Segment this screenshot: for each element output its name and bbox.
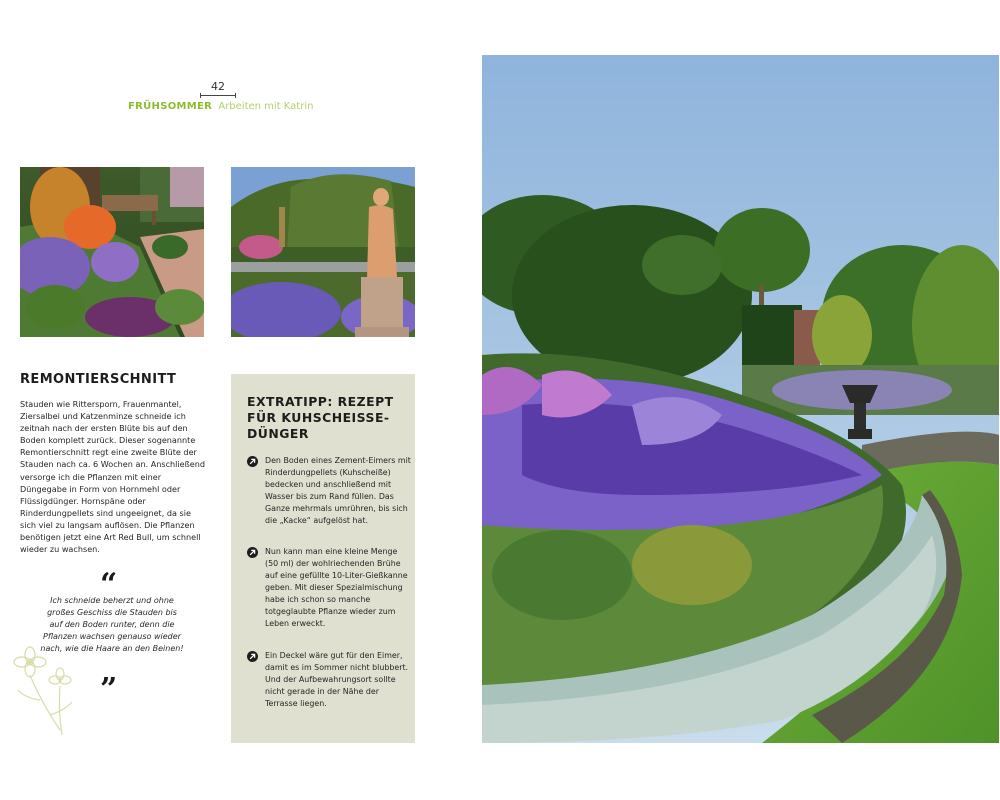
garden-border-photo — [20, 167, 204, 337]
extratipp-box — [231, 374, 415, 743]
quote-open-icon: “ — [100, 567, 118, 602]
arrow-icon — [247, 547, 258, 558]
arrow-icon — [247, 651, 258, 662]
lavender-border-photo — [482, 55, 999, 743]
running-head-subtitle: Arbeiten mit Katrin — [218, 101, 314, 112]
running-head-section: FRÜHSOMMER — [128, 101, 213, 112]
arrow-icon — [247, 456, 258, 467]
pull-quote: Ich schneide beherzt und ohne großes Geschiss die Stauden bis auf den Boden runter, denn die Pflanzen wachsen genauso wieder nach, wie die Haare an den Beinen! — [40, 596, 184, 653]
tip-text: Den Boden eines Zement-Eimers mit Rinderdungpellets (Kuhscheiße) bedecken und anschließend mit Wasser bis zum Rand füllen. Das Ganze mehrmals umrühren, bis sich die „Kacke“ aufgelöst hat. — [265, 456, 411, 525]
body-paragraph: Stauden wie Rittersporn, Frauenmantel, Ziersalbei und Katzenminze schneide ich zeitnah nach der ersten Blüte bis auf den Boden komplett zurück. Dieser sogenannte Remontierschnitt regt eine zweite Blüte der Stauden nach ca. 6 Wochen an. Anschließend versorge ich die Pflanzen mit einer Düngegabe in Form von Hornmehl oder Flüssigdünger. Hornspäne oder Rinderdungpellets sind ungeeignet, da sie sich viel zu langsam auflösen. Die Pflanzen benötigen jetzt eine Art Red Bull, um schnell wieder zu wachsen. — [20, 399, 206, 555]
page-number-rule — [200, 95, 236, 96]
statue-garden-photo — [231, 167, 415, 337]
section-heading: REMONTIERSCHNITT — [20, 372, 177, 387]
quote-close-icon: ” — [100, 672, 118, 707]
tip-title: EXTRATIPP: REZEPT FÜR KUHSCHEISSE-DÜNGER — [247, 394, 394, 441]
flower-sketch-icon — [0, 640, 80, 740]
page-number: 42 — [211, 80, 225, 93]
tip-text: Nun kann man eine kleine Menge (50 ml) der wohlriechenden Brühe auf eine gefüllte 10-Liter-Gießkanne geben. Mit dieser Spezialmischung habe ich schon so manche totgeglaubte Pflanze wieder zum Leben erweckt. — [265, 547, 408, 628]
running-head — [128, 101, 313, 112]
tip-text: Ein Deckel wäre gut für den Eimer, damit es im Sommer nicht blubbert. Und der Aufbewahrungsort sollte nicht gerade in der Nähe der Terrasse liegen. — [265, 651, 409, 708]
